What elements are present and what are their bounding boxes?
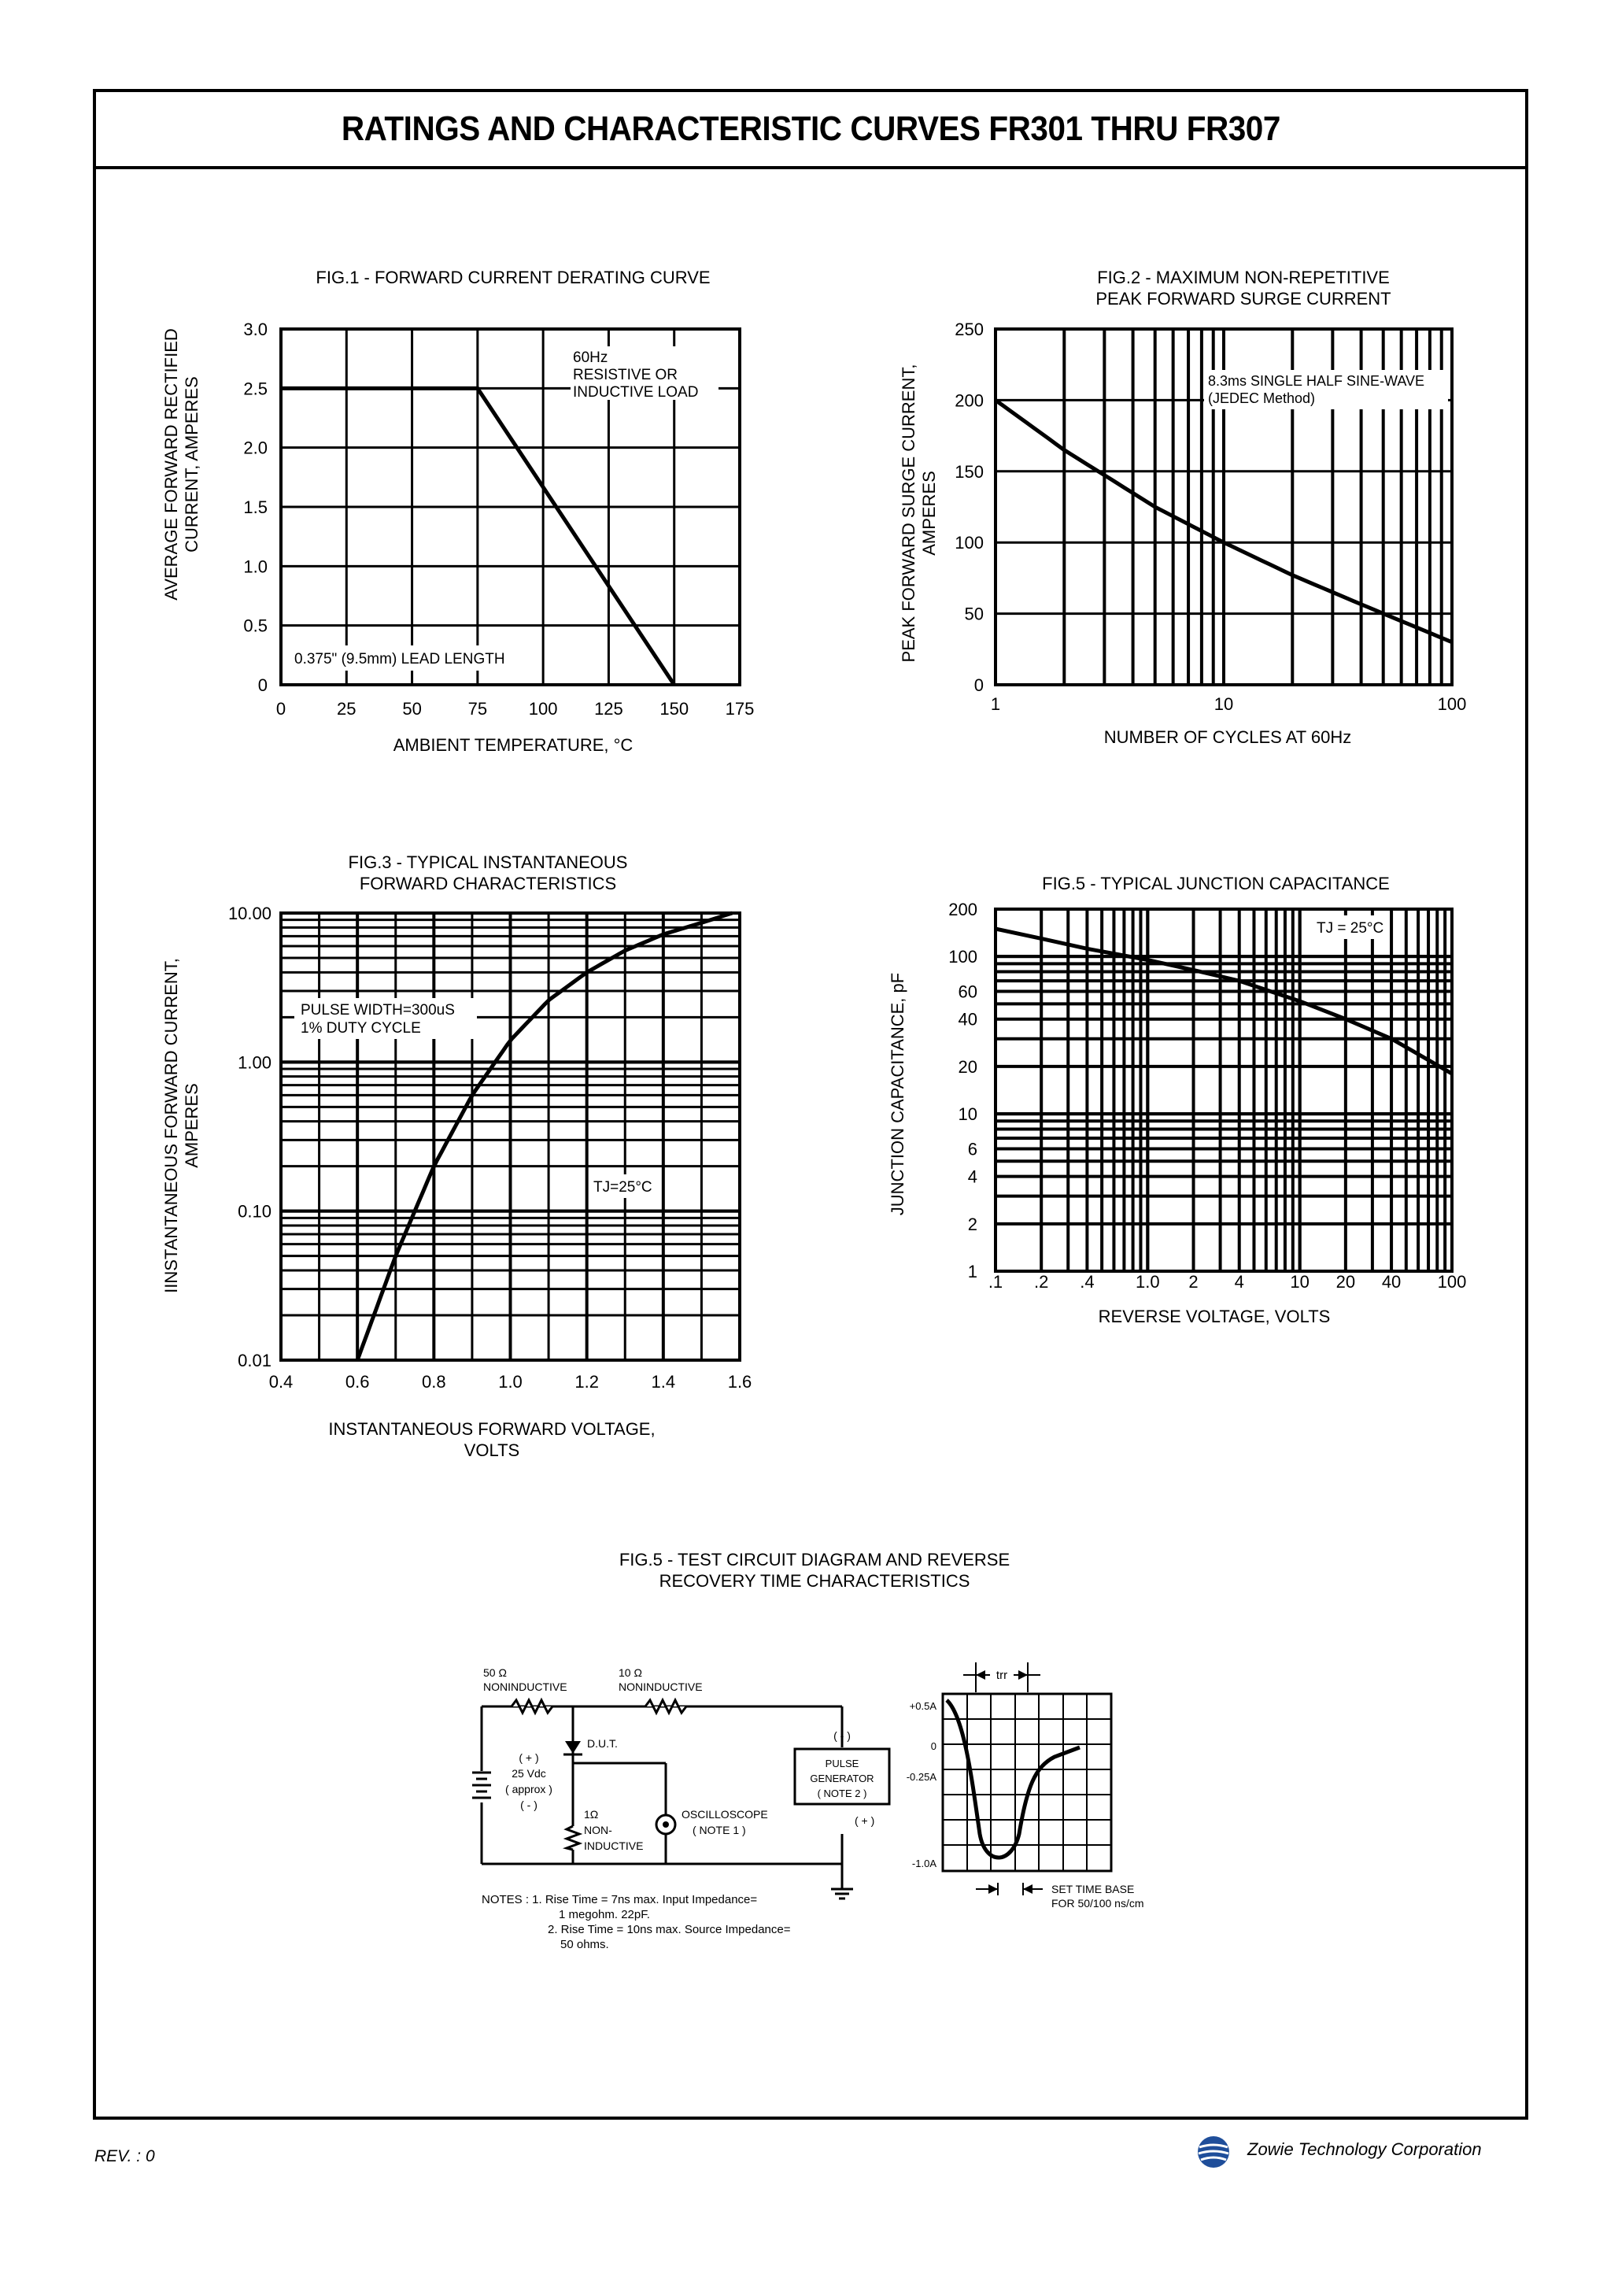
fig3-x-tick: 1.6 [727,1372,752,1392]
fig3-ylabel-2: AMPERES [182,1083,201,1168]
fig3-grid [281,913,740,1360]
page-title: RATINGS AND CHARACTERISTIC CURVES FR301 THRU FR307 [341,109,1280,148]
source-approx: ( approx ) [505,1783,552,1795]
recovery-waveform [907,1662,1144,1910]
notes-line-4: 50 ohms. [560,1938,609,1951]
zowie-logo-icon [1196,2135,1231,2169]
fig4-y-tick: 200 [948,900,977,919]
fig2-y-tick: 150 [955,461,984,482]
fig1-y-tick: 2.5 [243,379,268,399]
fig4-x-ticks [988,1272,1467,1292]
fig4-chart [888,874,1466,1326]
fig2-xlabel: NUMBER OF CYCLES AT 60Hz [1103,727,1352,747]
fig2-title-2: PEAK FORWARD SURGE CURRENT [1095,289,1391,309]
source-plus: ( + ) [519,1751,539,1764]
fig4-tj-note: TJ = 25°C [1317,920,1384,937]
fig4-x-tick: 4 [1234,1272,1244,1292]
fig4-ylabel: JUNCTION CAPACITANCE, pF [888,972,907,1216]
company-name: Zowie Technology Corporation [1247,2139,1482,2159]
fig3-x-tick: 0.6 [345,1372,370,1392]
fig4-grid [996,909,1452,1271]
fig2-y-tick: 50 [964,604,984,624]
fig2-x-ticks [991,694,1466,714]
fig2-y-ticks [955,320,984,695]
fig1-y-tick: 3.0 [243,320,268,339]
fig3-y-tick: 1.00 [238,1052,272,1073]
fig2-y-tick: 250 [955,320,984,339]
gen-minus: ( - ) [833,1729,851,1742]
r2-value: 10 Ω [619,1666,642,1679]
fig3-x-tick: 1.0 [498,1372,523,1392]
fig4-x-tick: 10 [1290,1272,1310,1292]
resistor-50-ohm-icon [512,1700,552,1713]
fig1-y-tick: 1.0 [243,556,268,577]
fig4-xlabel: REVERSE VOLTAGE, VOLTS [1098,1307,1331,1326]
fig3-x-tick: 1.2 [574,1372,599,1392]
fig3-x-tick: 1.4 [651,1372,676,1392]
fig3-title-1: FIG.3 - TYPICAL INSTANTANEOUS [348,852,628,872]
gen-label-3: ( NOTE 2 ) [817,1788,867,1799]
source-minus: ( - ) [520,1799,537,1811]
trr-label: trr [996,1669,1008,1682]
level-label-2: 0 [930,1740,936,1752]
fig1-y-ticks [243,320,268,695]
fig3-tj-note: TJ=25°C [593,1179,652,1196]
fig1-y-tick: 0.5 [243,616,268,636]
fig4-x-tick: .4 [1080,1272,1095,1292]
fig2-ylabel-2: AMPERES [919,471,939,556]
gen-label-1: PULSE [825,1758,859,1769]
notes-line-1: NOTES : 1. Rise Time = 7ns max. Input Impedance= [482,1893,758,1906]
fig4-title: FIG.5 - TYPICAL JUNCTION CAPACITANCE [1042,874,1390,893]
r1-type: NONINDUCTIVE [483,1680,567,1693]
scope-label: OSCILLOSCOPE [682,1808,768,1821]
resistor-1-ohm-icon [567,1826,579,1850]
fig4-y-ticks [948,900,977,1281]
dut-label: D.U.T. [587,1737,618,1750]
fig4-y-tick: 2 [967,1214,977,1234]
fig4-y-tick: 40 [958,1009,977,1030]
fig3-chart [161,852,752,1460]
fig3-curve [357,913,732,1360]
r3-value: 1Ω [584,1808,599,1821]
fig2-y-tick: 100 [955,533,984,553]
fig4-x-tick: 40 [1381,1272,1402,1292]
fig4-y-tick: 4 [967,1166,977,1187]
fig1-x-tick: 100 [528,699,558,719]
fig1-y-tick: 0 [257,675,268,695]
fig2-x-tick: 1 [990,694,1001,714]
revision-label: REV. : 0 [94,2147,155,2165]
level-label-3: -0.25A [906,1771,936,1783]
fig4-x-tick: 1.0 [1136,1272,1160,1292]
fig4-x-tick: 100 [1437,1272,1467,1292]
level-label-4: -1.0A [911,1858,936,1869]
fig1-x-ticks [276,699,754,719]
fig5-title-1: FIG.5 - TEST CIRCUIT DIAGRAM AND REVERSE [619,1550,1010,1569]
fig3-xlabel-1: INSTANTANEOUS FORWARD VOLTAGE, [328,1419,656,1439]
notes-line-3: 2. Rise Time = 10ns max. Source Impedance= [548,1923,791,1936]
fig4-x-tick: .1 [988,1272,1003,1292]
fig1-x-tick: 25 [337,699,356,719]
fig4-x-tick: 20 [1335,1272,1356,1292]
fig3-x-tick: 0.4 [268,1372,294,1392]
fig3-note-1: PULSE WIDTH=300uS [301,1002,455,1019]
fig1-note-1: 60Hz [573,349,608,366]
fig1-x-tick: 125 [594,699,623,719]
fig3-xlabel-2: VOLTS [464,1440,520,1460]
r2-type: NONINDUCTIVE [619,1680,703,1693]
r1-value: 50 Ω [483,1666,507,1679]
fig2-title-1: FIG.2 - MAXIMUM NON-REPETITIVE [1097,268,1390,287]
fig4-y-tick: 1 [967,1262,977,1281]
fig1-xlabel: AMBIENT TEMPERATURE, °C [393,735,634,755]
fig4-curve [996,929,1452,1074]
fig1-x-tick: 150 [659,699,689,719]
fig2-x-tick: 10 [1214,694,1234,714]
fig4-x-tick: 2 [1188,1272,1199,1292]
fig1-ylabel-2: CURRENT, AMPERES [182,376,201,553]
timebase-2: FOR 50/100 ns/cm [1051,1897,1144,1910]
fig5-title-2: RECOVERY TIME CHARACTERISTICS [659,1571,970,1591]
fig1-title: FIG.1 - FORWARD CURRENT DERATING CURVE [316,268,711,287]
fig1-x-tick: 0 [275,699,286,719]
fig4-y-tick: 10 [958,1104,977,1125]
fig1-note-2: RESISTIVE OR [573,367,678,383]
fig1-chart [161,268,754,755]
fig4-x-tick: .2 [1034,1272,1049,1292]
fig3-y-tick: 0.10 [238,1201,272,1222]
fig3-x-ticks [269,1372,752,1392]
fig2-y-tick: 0 [973,675,984,695]
resistor-10-ohm-icon [645,1700,686,1713]
fig2-y-tick: 200 [955,390,984,411]
gen-label-2: GENERATOR [810,1773,874,1784]
fig2-x-tick: 100 [1437,694,1467,714]
fig1-lead-note: 0.375" (9.5mm) LEAD LENGTH [294,651,505,667]
fig4-y-tick: 60 [958,982,977,1002]
diode-icon [565,1741,581,1754]
r3-type-1: NON- [584,1824,612,1836]
fig5-diagram [472,1550,1144,1951]
source-voltage: 25 Vdc [512,1767,546,1780]
fig1-note-3: INDUCTIVE LOAD [573,384,699,401]
scope-note: ( NOTE 1 ) [693,1824,746,1836]
fig2-ylabel-1: PEAK FORWARD SURGE CURRENT, [899,364,918,663]
fig1-x-tick: 175 [725,699,755,719]
fig3-note-2: 1% DUTY CYCLE [301,1020,421,1037]
fig3-title-2: FORWARD CHARACTERISTICS [359,874,617,893]
fig3-y-ticks [228,904,272,1370]
timebase-1: SET TIME BASE [1051,1883,1135,1895]
gen-plus: ( + ) [855,1814,875,1827]
fig4-y-tick: 6 [967,1139,977,1159]
fig1-ylabel-1: AVERAGE FORWARD RECTIFIED [161,328,181,601]
fig1-x-tick: 50 [402,699,422,719]
fig3-y-tick: 10.00 [227,904,272,923]
fig1-y-tick: 1.5 [243,497,268,517]
r3-type-2: INDUCTIVE [584,1839,644,1852]
fig2-note-2: (JEDEC Method) [1208,390,1316,406]
battery-icon [472,1773,491,1798]
fig3-y-tick: 0.01 [238,1351,272,1370]
notes-line-2: 1 megohm. 22pF. [559,1908,650,1921]
fig1-y-tick: 2.0 [243,438,268,458]
level-label-1: +0.5A [909,1700,936,1712]
fig1-x-tick: 75 [467,699,488,719]
fig2-chart [899,268,1466,747]
fig3-x-tick: 0.8 [422,1372,446,1392]
fig2-note-1: 8.3ms SINGLE HALF SINE-WAVE [1208,373,1425,389]
fig4-y-tick: 20 [958,1056,977,1077]
fig4-y-tick: 100 [948,947,977,967]
fig3-ylabel-1: IINSTANTANEOUS FORWARD CURRENT, [161,958,181,1293]
